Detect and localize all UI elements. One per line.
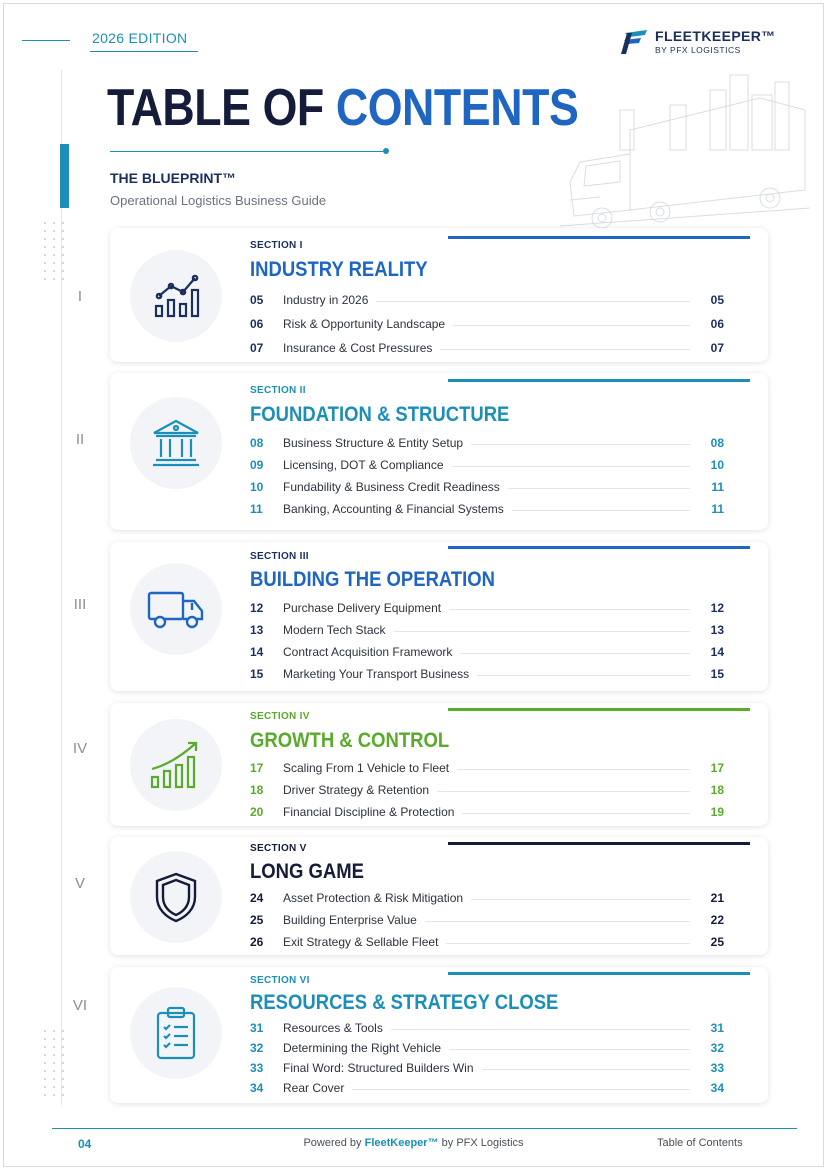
entry-page: 21 — [710, 891, 724, 905]
entry-label: Exit Strategy & Sellable Fleet — [283, 935, 446, 949]
section-title-3: BUILDING THE OPERATION — [250, 568, 496, 591]
entry-number: 20 — [250, 805, 264, 819]
dot-leader — [437, 791, 690, 792]
section-icon-1 — [130, 250, 222, 342]
entry-page: 15 — [710, 667, 724, 681]
entry-number: 13 — [250, 623, 264, 637]
dot-leader — [460, 653, 690, 654]
entry-page: 06 — [710, 317, 724, 331]
section-entries-6 — [250, 1018, 724, 1098]
dot-leader — [449, 1049, 690, 1050]
section-label-3: SECTION III — [250, 551, 309, 562]
entry-page: 11 — [711, 502, 724, 516]
brand-name: FLEETKEEPER™ — [655, 28, 776, 45]
entry-page: 17 — [710, 761, 724, 775]
section-card-5 — [110, 837, 768, 955]
fleetkeeper-logo-icon — [619, 29, 649, 55]
entry-number: 09 — [250, 458, 264, 472]
section-entries-2 — [250, 432, 724, 520]
entry-label: Scaling From 1 Vehicle to Fleet — [283, 761, 457, 775]
entry-page: 13 — [710, 623, 724, 637]
guide-title: THE BLUEPRINT™ — [110, 170, 236, 186]
entry-label: Business Structure & Entity Setup — [283, 436, 471, 450]
chart-growth-icon — [150, 270, 202, 322]
section-icon-2 — [130, 397, 222, 489]
section-rule-1 — [448, 236, 750, 239]
entry-number: 07 — [250, 341, 264, 355]
section-label-6: SECTION VI — [250, 975, 310, 986]
section-title-2: FOUNDATION & STRUCTURE — [250, 403, 510, 426]
dot-leader — [508, 488, 690, 489]
section-label-2: SECTION II — [250, 385, 306, 396]
footer-rule — [52, 1128, 797, 1129]
section-icon-4 — [130, 719, 222, 811]
dot-leader — [462, 813, 690, 814]
dot-leader — [352, 1089, 690, 1090]
entry-number: 18 — [250, 783, 264, 797]
entry-label: Fundability & Business Credit Readiness — [283, 480, 508, 494]
edition-label: 2026 EDITION — [92, 30, 188, 46]
entry-label: Risk & Opportunity Landscape — [283, 317, 453, 331]
section-icon-5 — [130, 851, 222, 943]
entry-page: 14 — [710, 645, 724, 659]
section-entries-4 — [250, 757, 724, 823]
toc-entry[interactable] — [250, 454, 724, 476]
toc-entry[interactable] — [250, 801, 724, 823]
section-title-5: LONG GAME — [250, 860, 364, 883]
toc-entry[interactable] — [250, 619, 724, 641]
section-label-4: SECTION IV — [250, 711, 310, 722]
entry-number: 15 — [250, 667, 264, 681]
entry-label: Contract Acquisition Framework — [283, 645, 460, 659]
truck-illustration — [560, 70, 810, 230]
entry-page: 10 — [710, 458, 724, 472]
toc-entry[interactable] — [250, 597, 724, 619]
toc-entry[interactable] — [250, 931, 724, 953]
left-accent-bar — [60, 144, 69, 208]
roman-numeral-5: V — [74, 875, 85, 892]
entry-number: 06 — [250, 317, 264, 331]
entry-label: Determining the Right Vehicle — [283, 1041, 449, 1055]
entry-page: 05 — [710, 293, 724, 307]
footer-page-number: 04 — [78, 1137, 92, 1151]
roman-numeral-3: III — [73, 596, 87, 613]
section-icon-6 — [130, 987, 222, 1079]
dot-leader — [376, 301, 690, 302]
footer-powered-prefix: Powered by — [303, 1137, 362, 1149]
section-entries-3 — [250, 597, 724, 685]
entry-number: 25 — [250, 913, 264, 927]
entry-page: 11 — [711, 480, 724, 494]
brand-subline: BY PFX LOGISTICS — [655, 45, 741, 56]
section-title-4: GROWTH & CONTROL — [250, 729, 450, 752]
entry-page: 18 — [710, 783, 724, 797]
entry-label: Building Enterprise Value — [283, 913, 425, 927]
entry-page: 25 — [710, 935, 724, 949]
section-card-3 — [110, 542, 768, 691]
entry-label: Financial Discipline & Protection — [283, 805, 462, 819]
dot-leader — [391, 1029, 690, 1030]
toc-entry[interactable] — [250, 663, 724, 685]
toc-entry[interactable] — [250, 1058, 724, 1078]
title-part-2: CONTENTS — [335, 79, 579, 137]
edition-rule-left — [22, 40, 70, 41]
section-icon-3 — [130, 563, 222, 655]
entry-label: Asset Protection & Risk Mitigation — [283, 891, 471, 905]
title-rule-dot — [383, 148, 389, 154]
entry-page: 22 — [710, 913, 724, 927]
section-entries-5 — [250, 887, 724, 953]
section-rule-4 — [448, 708, 750, 711]
dot-leader — [394, 631, 691, 632]
entry-label: Marketing Your Transport Business — [283, 667, 477, 681]
entry-label: Industry in 2026 — [283, 293, 376, 307]
entry-number: 10 — [250, 480, 264, 494]
shield-icon — [153, 871, 199, 923]
section-entries-1 — [250, 288, 724, 360]
toc-entry[interactable] — [250, 757, 724, 779]
dot-leader — [452, 466, 690, 467]
entry-number: 11 — [250, 502, 263, 516]
entry-page: 34 — [710, 1081, 724, 1095]
entry-number: 17 — [250, 761, 264, 775]
title-rule — [110, 151, 386, 152]
page-title — [107, 78, 578, 138]
section-label-1: SECTION I — [250, 240, 303, 251]
guide-subtitle: Operational Logistics Business Guide — [110, 193, 327, 208]
dot-leader — [425, 921, 690, 922]
toc-entry[interactable] — [250, 1018, 724, 1038]
entry-number: 08 — [250, 436, 264, 450]
toc-entry[interactable] — [250, 641, 724, 663]
toc-entry[interactable] — [250, 498, 724, 520]
entry-number: 05 — [250, 293, 264, 307]
toc-entry[interactable] — [250, 1078, 724, 1098]
dot-leader — [449, 609, 690, 610]
dot-leader — [512, 510, 690, 511]
entry-number: 32 — [250, 1041, 264, 1055]
entry-number: 12 — [250, 601, 264, 615]
title-part-1: TABLE OF — [107, 79, 324, 137]
clipboard-checklist-icon — [154, 1005, 198, 1061]
entry-label: Banking, Accounting & Financial Systems — [283, 502, 512, 516]
section-card-4 — [110, 703, 768, 826]
section-rule-3 — [448, 546, 750, 549]
toc-entry[interactable] — [250, 476, 724, 498]
toc-entry[interactable] — [250, 909, 724, 931]
entry-page: 31 — [710, 1021, 724, 1035]
toc-entry[interactable] — [250, 1038, 724, 1058]
entry-page: 08 — [710, 436, 724, 450]
entry-page: 32 — [710, 1041, 724, 1055]
section-title-6: RESOURCES & STRATEGY CLOSE — [250, 991, 559, 1014]
entry-page: 07 — [710, 341, 724, 355]
toc-entry[interactable] — [250, 432, 724, 454]
delivery-truck-icon — [146, 587, 206, 631]
section-rule-2 — [448, 379, 750, 382]
footer-section-name: Table of Contents — [657, 1137, 743, 1149]
growth-arrow-icon — [148, 737, 204, 793]
entry-number: 31 — [250, 1021, 264, 1035]
footer-powered-suffix: by PFX Logistics — [441, 1137, 524, 1149]
toc-entry[interactable] — [250, 887, 724, 909]
edition-underline — [90, 51, 198, 52]
section-title-1: INDUSTRY REALITY — [250, 258, 428, 281]
dot-pattern-top — [44, 222, 65, 280]
toc-entry[interactable] — [250, 312, 724, 336]
dot-leader — [457, 769, 690, 770]
dot-leader — [446, 943, 690, 944]
dot-leader — [482, 1069, 690, 1070]
entry-label: Driver Strategy & Retention — [283, 783, 437, 797]
entry-page: 12 — [710, 601, 724, 615]
entry-label: Licensing, DOT & Compliance — [283, 458, 452, 472]
entry-label: Insurance & Cost Pressures — [283, 341, 440, 355]
entry-number: 34 — [250, 1081, 264, 1095]
entry-label: Final Word: Structured Builders Win — [283, 1061, 482, 1075]
entry-label: Rear Cover — [283, 1081, 352, 1095]
bank-building-icon — [150, 417, 202, 469]
entry-label: Purchase Delivery Equipment — [283, 601, 449, 615]
entry-label: Modern Tech Stack — [283, 623, 394, 637]
section-rule-5 — [448, 842, 750, 845]
brand-logo — [619, 29, 776, 55]
roman-numeral-6: VI — [72, 997, 88, 1014]
dot-leader — [477, 675, 690, 676]
entry-number: 24 — [250, 891, 264, 905]
section-label-5: SECTION V — [250, 843, 307, 854]
section-rule-6 — [448, 972, 750, 975]
section-card-2 — [110, 373, 768, 530]
toc-entry[interactable] — [250, 779, 724, 801]
entry-label: Resources & Tools — [283, 1021, 391, 1035]
entry-number: 33 — [250, 1061, 264, 1075]
roman-numeral-2: II — [75, 431, 85, 448]
roman-numeral-4: IV — [72, 740, 88, 757]
dot-pattern-bottom — [44, 1030, 65, 1096]
entry-number: 26 — [250, 935, 264, 949]
entry-page: 19 — [710, 805, 724, 819]
dot-leader — [453, 325, 690, 326]
toc-entry[interactable] — [250, 288, 724, 312]
section-card-6 — [110, 967, 768, 1103]
roman-numeral-1: I — [77, 288, 83, 305]
section-card-1 — [110, 228, 768, 362]
entry-number: 14 — [250, 645, 264, 659]
dot-leader — [471, 899, 690, 900]
entry-page: 33 — [710, 1061, 724, 1075]
dot-leader — [471, 444, 690, 445]
dot-leader — [440, 349, 690, 350]
toc-entry[interactable] — [250, 336, 724, 360]
footer-brand: FleetKeeper™ — [364, 1137, 439, 1149]
